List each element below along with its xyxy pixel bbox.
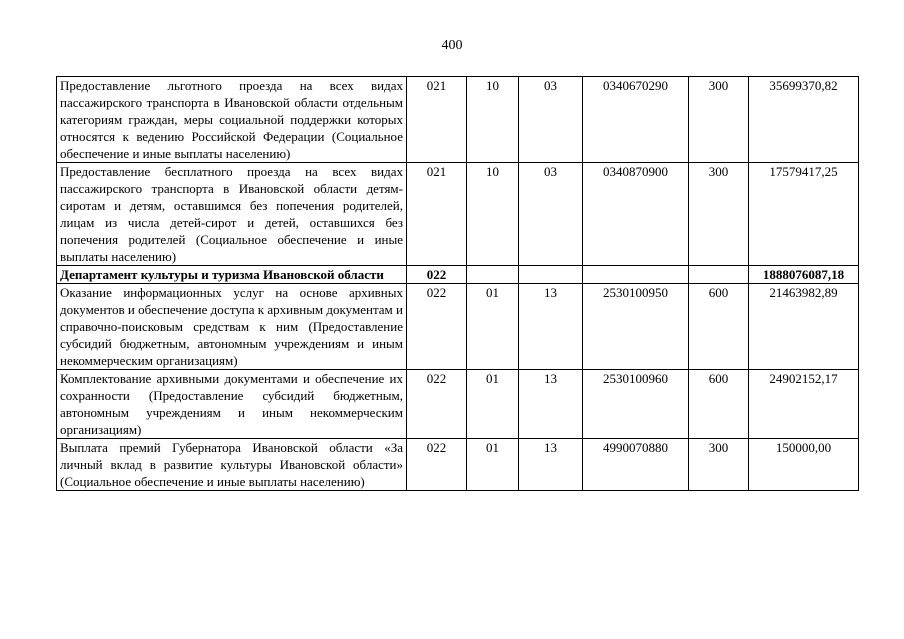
row-subsection-code: 13	[519, 439, 583, 491]
row-expense-code: 600	[689, 370, 749, 439]
table-row	[57, 439, 859, 491]
table-row	[57, 370, 859, 439]
row-grbs-code: 022	[407, 266, 467, 284]
row-subsection-code: 13	[519, 370, 583, 439]
row-name: Оказание информационных услуг на основе архивных документов и обеспечение доступа к архивным документам и справочно-поисковым средствам к ним (Предоставление субсидий бюджетным, автономным учреждениям и иным некоммерческим организациям)	[57, 284, 407, 370]
row-target-code: 2530100950	[583, 284, 689, 370]
row-expense-code: 600	[689, 284, 749, 370]
row-expense-code: 300	[689, 439, 749, 491]
row-amount: 150000,00	[749, 439, 859, 491]
row-section-code: 10	[467, 163, 519, 266]
row-amount: 1888076087,18	[749, 266, 859, 284]
row-target-code: 4990070880	[583, 439, 689, 491]
row-name: Выплата премий Губернатора Ивановской области «За личный вклад в развитие культуры Ивановской области» (Социальное обеспечение и иные выплаты населению)	[57, 439, 407, 491]
table-row	[57, 163, 859, 266]
table-row	[57, 77, 859, 163]
row-grbs-code: 022	[407, 370, 467, 439]
row-amount: 24902152,17	[749, 370, 859, 439]
row-name: Комплектование архивными документами и обеспечение их сохранности (Предоставление субсидий бюджетным, автономным учреждениям и иным некоммерческим организациям)	[57, 370, 407, 439]
row-target-code: 2530100960	[583, 370, 689, 439]
table-row	[57, 284, 859, 370]
budget-table	[56, 76, 859, 491]
row-grbs-code: 021	[407, 77, 467, 163]
row-subsection-code	[519, 266, 583, 284]
row-subsection-code: 03	[519, 77, 583, 163]
row-subsection-code: 03	[519, 163, 583, 266]
row-name: Департамент культуры и туризма Ивановской области	[57, 266, 407, 284]
row-grbs-code: 022	[407, 439, 467, 491]
row-section-code: 10	[467, 77, 519, 163]
row-grbs-code: 021	[407, 163, 467, 266]
page-number: 400	[441, 38, 463, 53]
row-subsection-code: 13	[519, 284, 583, 370]
row-expense-code: 300	[689, 163, 749, 266]
row-section-code: 01	[467, 284, 519, 370]
row-name: Предоставление бесплатного проезда на всех видах пассажирского транспорта в Ивановской области детям-сиротам и детям, оставшимся без попечения родителей, лицам из числа детей-сирот и детей, оставшихся без попечения родителей (Социальное обеспечение и иные выплаты населению)	[57, 163, 407, 266]
row-amount: 17579417,25	[749, 163, 859, 266]
budget-table-body	[57, 77, 859, 491]
row-grbs-code: 022	[407, 284, 467, 370]
row-section-code: 01	[467, 439, 519, 491]
row-amount: 21463982,89	[749, 284, 859, 370]
table-row	[57, 266, 859, 284]
row-expense-code: 300	[689, 77, 749, 163]
row-section-code	[467, 266, 519, 284]
row-target-code	[583, 266, 689, 284]
row-amount: 35699370,82	[749, 77, 859, 163]
row-expense-code	[689, 266, 749, 284]
row-section-code: 01	[467, 370, 519, 439]
row-name: Предоставление льготного проезда на всех видах пассажирского транспорта в Ивановской области отдельным категориям граждан, меры социальной поддержки которых относятся к ведению Российской Федерации (Социальное обеспечение и иные выплаты населению)	[57, 77, 407, 163]
row-target-code: 0340870900	[583, 163, 689, 266]
row-target-code: 0340670290	[583, 77, 689, 163]
